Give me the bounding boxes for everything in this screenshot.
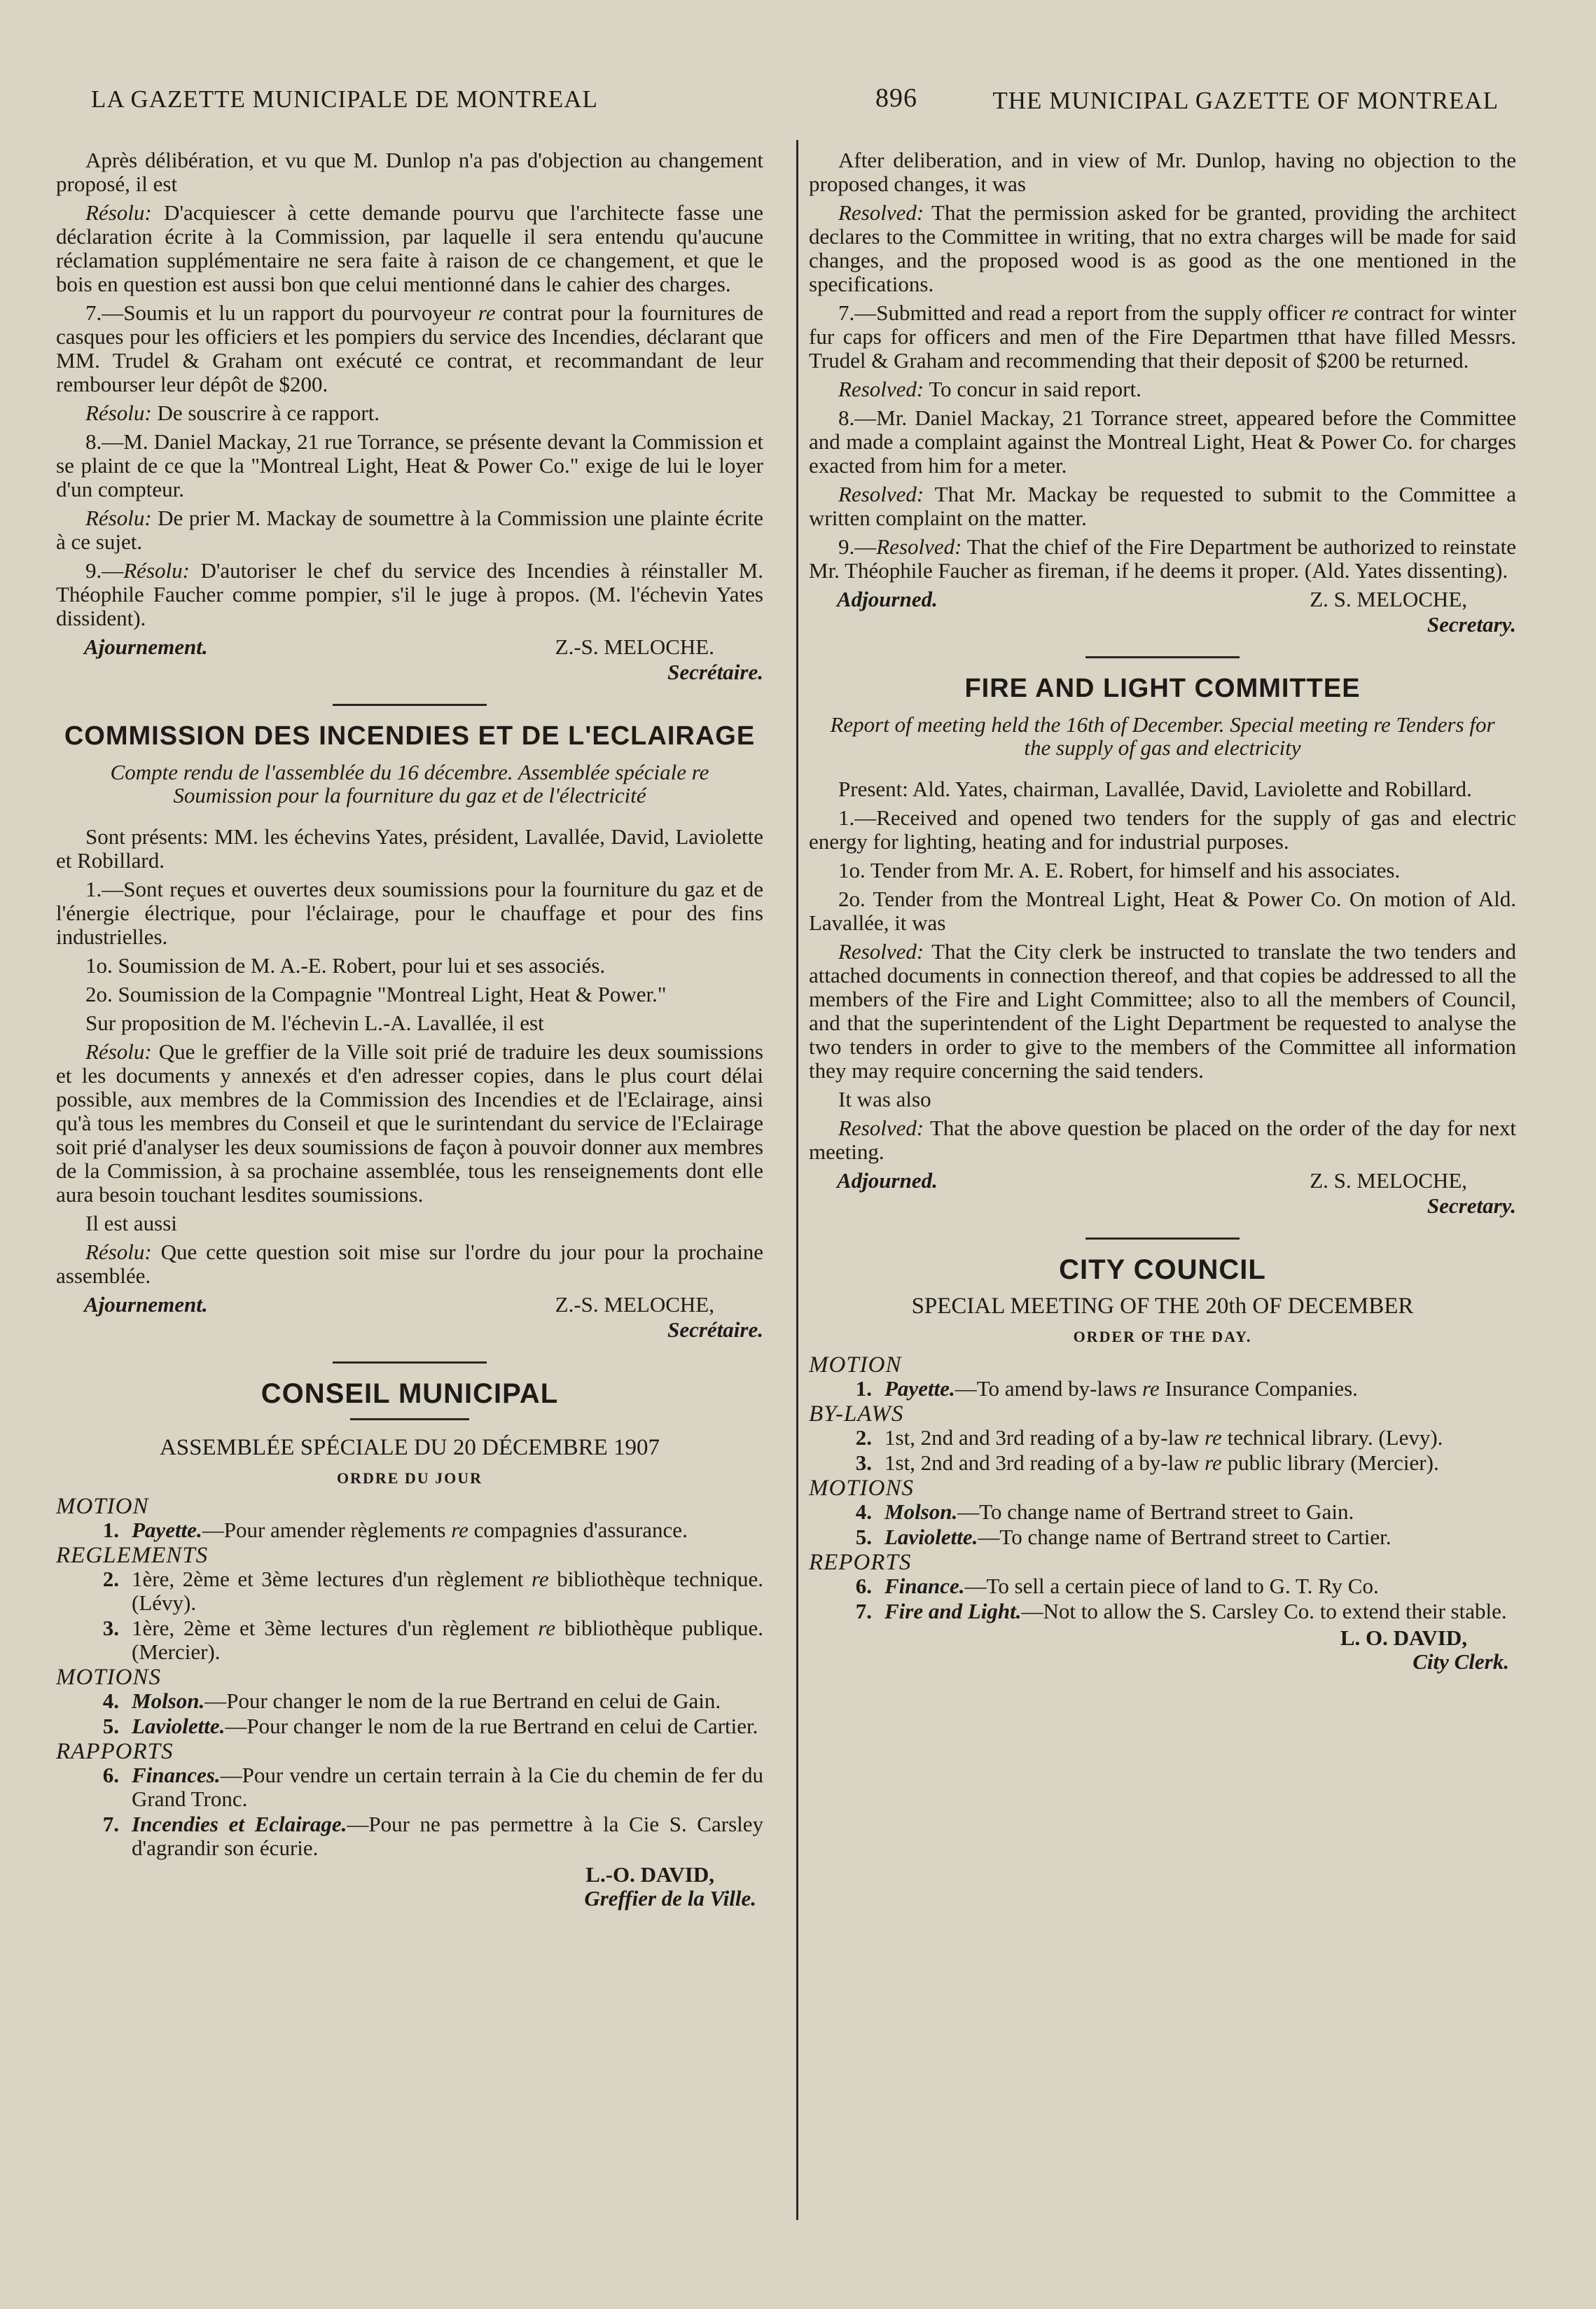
paragraph: After deliberation, and in view of Mr. Dunlop, having no objection to the proposed changes, it was [809, 148, 1516, 196]
re-word: re [1142, 1376, 1160, 1401]
secretary-title: Secretary. [1427, 612, 1516, 637]
paragraph-text: That the chief of the Fire Department be authorized to reinstate Mr. Théophile Faucher as fireman, if he deems it proper. (Ald. Yates dissenting). [809, 534, 1516, 583]
item-number: 5. [855, 1525, 872, 1549]
item-text-part: —Pour changer le nom de la rue Bertrand en celui de Gain. [204, 1689, 721, 1713]
paragraph-text: Que le greffier de la Ville soit prié de traduire les deux soumissions et les documents y annexés et d'en adresser copies, dans le plus court délai possible, aux membres de la Commission des Incendies et de l'Eclairage, ainsi qu'à tous les membres du Conseil et que le surintendant du service de l'Eclairage soit prié d'analyser les deux soumissions de façon à pouvoir donner aux membres de la Commission, à sa prochaine assemblée, tous les renseignements dont elle aura besoin touchant lesdites soumissions. [56, 1039, 763, 1207]
section-heading: FIRE AND LIGHT COMMITTEE [964, 674, 1361, 703]
column-divider [796, 140, 798, 2220]
paragraph: It was also [838, 1087, 931, 1111]
paragraph-text: D'acquiescer à cette demande pourvu que l'architecte fasse une déclaration écrite à la Commission, par laquelle il sera entendu qu'aucune réclamation supplémentaire ne sera faite à raison de ce changement, et que le bois en question est aussi bon que celui mentionné dans le cahier des charges. [56, 200, 763, 296]
re-word: re [1205, 1425, 1222, 1450]
paragraph: 1o. Tender from Mr. A. E. Robert, for himself and his associates. [838, 858, 1401, 882]
list-item [809, 1574, 1516, 1598]
secretary-name: Z. S. MELOCHE, [1310, 1168, 1467, 1193]
item-number: 2. [102, 1567, 119, 1591]
item-text-part: 1ère, 2ème et 3ème lectures d'un règlement [132, 1567, 532, 1591]
secretary-title: Secretary. [1427, 1193, 1516, 1218]
item-text-part: —Pour amender règlements [202, 1518, 452, 1542]
reports-label: RAPPORTS [56, 1739, 174, 1764]
item-text-part: 1st, 2nd and 3rd reading of a by-law [884, 1450, 1205, 1475]
heading-underline [350, 1418, 469, 1420]
resolution-label: Resolved: [838, 1116, 924, 1140]
paragraph [809, 940, 1516, 1083]
list-item [56, 1689, 763, 1713]
clerk-title: Greffier de la Ville. [584, 1886, 756, 1911]
secretary-name: Z. S. MELOCHE, [1310, 587, 1467, 611]
reports-label: REPORTS [809, 1550, 912, 1575]
item-number: 4. [855, 1499, 872, 1524]
list-item [56, 1518, 763, 1542]
clerk-name: L.-O. DAVID, [585, 1862, 714, 1887]
running-head [91, 78, 1499, 120]
resolution-label: Résolu: [85, 1039, 152, 1064]
section-rule [333, 704, 487, 706]
paragraph-text: That the permission asked for be granted, providing the architect declares to the Committee in writing, that no extra charges will be made for said changes, and the proposed wood is as good as the one mentioned in the specifications. [809, 200, 1516, 296]
paragraph [56, 1040, 763, 1207]
item-lead: Molson. [132, 1689, 205, 1713]
item-text-part: 1st, 2nd and 3rd reading of a by-law [884, 1425, 1205, 1450]
item-text-part: —To amend by-laws [955, 1376, 1143, 1401]
item-lead: Laviolette. [132, 1714, 225, 1738]
re-word: re [478, 300, 496, 325]
motions-label: MOTIONS [56, 1665, 162, 1690]
paragraph-text: That the City clerk be instructed to translate the two tenders and attached documents in connection thereof, and that copies be addressed to all the members of the Fire and Light Committee; also to all the members of Council, and that the superintendent of the Light Department be requested to analyse the two tenders in order to give to the members of the Committee all information they may require concerning the said tenders. [809, 939, 1516, 1083]
paragraph: 1.—Received and opened two tenders for the supply of gas and electric energy for lighting, heating and for industrial purposes. [809, 805, 1516, 854]
item-number: 5. [102, 1714, 119, 1738]
paragraph-text: That Mr. Mackay be requested to submit to the Committee a written complaint on the matter. [809, 482, 1516, 530]
list-item [56, 1567, 763, 1615]
section-heading: COMMISSION DES INCENDIES ET DE L'ECLAIRAGE [64, 721, 756, 751]
motion-label: MOTION [809, 1352, 902, 1378]
bylaws-label: BY-LAWS [809, 1401, 904, 1427]
item-text-part: —Pour changer le nom de la rue Bertrand en celui de Cartier. [225, 1714, 758, 1738]
paragraph [56, 1240, 763, 1288]
list-item [809, 1426, 1516, 1450]
item-number: 6. [102, 1763, 119, 1787]
paragraph-text: 9.— [838, 534, 877, 559]
assembly-title: ASSEMBLÉE SPÉCIALE DU 20 DÉCEMBRE 1907 [159, 1435, 660, 1460]
item-lead: Finances. [132, 1763, 221, 1787]
secretary-name: Z.-S. MELOCHE, [555, 1292, 714, 1317]
list-item [56, 1616, 763, 1664]
english-column [809, 148, 1516, 1674]
signature-row [56, 1293, 763, 1317]
item-text-part: compagnies d'assurance. [468, 1518, 688, 1542]
item-text [132, 1714, 763, 1738]
list-item [809, 1500, 1516, 1524]
paragraph: Sur proposition de M. l'échevin L.-A. Lavallée, il est [85, 1011, 544, 1035]
paragraph: 8.—M. Daniel Mackay, 21 rue Torrance, se présente devant la Commission et se plaint de ce que la "Montreal Light, Heat & Power Co." exige de lui le loyer d'un compteur. [56, 429, 763, 501]
section-rule [1085, 656, 1240, 658]
resolution-label: Resolved: [838, 482, 924, 506]
item-text-part: —Pour vendre un certain terrain à la Cie du chemin de fer du Grand Tronc. [132, 1763, 763, 1811]
item-number: 1. [855, 1376, 872, 1401]
paragraph-text: 7.—Submitted and read a report from the supply officer [838, 300, 1331, 325]
section-subheading: Report of meeting held the 16th of December. Special meeting re Tenders for the supply of gas and electricity [830, 712, 1495, 760]
resolution-label: Résolu: [85, 200, 152, 225]
item-text [884, 1525, 1516, 1549]
paragraph [809, 483, 1516, 530]
item-text [132, 1763, 763, 1811]
paragraph [56, 301, 763, 396]
re-word: re [1331, 300, 1349, 325]
item-text [884, 1426, 1516, 1450]
paragraph: 2o. Tender from the Montreal Light, Heat & Power Co. On motion of Ald. Lavallée, it was [809, 887, 1516, 935]
paragraph: 1.—Sont reçues et ouvertes deux soumissions pour la fourniture du gaz et de l'énergie électrique, pour l'éclairage, pour le chauffage et pour des fins industrielles. [56, 877, 763, 949]
item-number: 6. [855, 1574, 872, 1598]
section-rule [333, 1361, 487, 1364]
council-heading: CITY COUNCIL [1059, 1254, 1266, 1285]
item-number: 2. [855, 1425, 872, 1450]
signature-row [809, 588, 1516, 611]
resolution-label: Résolu: [85, 401, 152, 425]
item-lead: Finance. [884, 1574, 965, 1598]
secretary-title: Secrétaire. [667, 1317, 763, 1342]
item-text-part: —To change name of Bertrand street to Gain. [957, 1499, 1354, 1524]
paragraph [809, 535, 1516, 583]
adjournment-label: Ajournement. [84, 635, 208, 659]
item-lead: Fire and Light. [884, 1599, 1022, 1623]
item-lead: Molson. [884, 1499, 958, 1524]
adjournment-label: Adjourned. [837, 1168, 938, 1193]
item-number: 1. [102, 1518, 119, 1542]
re-word: re [451, 1518, 469, 1542]
item-number: 7. [102, 1812, 119, 1836]
adjournment-label: Ajournement. [84, 1292, 208, 1317]
resolution-label: Resolved: [838, 377, 924, 401]
council-heading: CONSEIL MUNICIPAL [261, 1378, 559, 1409]
paragraph-text: Que cette question soit mise sur l'ordre du jour pour la prochaine assemblée. [56, 1240, 763, 1288]
bylaws-label: REGLEMENTS [56, 1543, 209, 1568]
paragraph [809, 201, 1516, 296]
paragraph [809, 1116, 1516, 1164]
motions-label: MOTIONS [809, 1476, 915, 1501]
item-text [884, 1377, 1516, 1401]
item-text-part: —Not to allow the S. Carsley Co. to extend their stable. [1021, 1599, 1507, 1623]
item-text [132, 1616, 763, 1664]
clerk-title: City Clerk. [1413, 1649, 1509, 1674]
item-text-part: —Pour ne pas permettre à la Cie S. Carsley d'agrandir son écurie. [132, 1812, 764, 1860]
item-number: 4. [102, 1689, 119, 1713]
item-lead: Incendies et Eclairage. [132, 1812, 347, 1836]
adjournment-label: Adjourned. [837, 587, 938, 611]
paragraph: Present: Ald. Yates, chairman, Lavallée, David, Laviolette and Robillard. [838, 777, 1472, 801]
re-word: re [538, 1616, 556, 1640]
re-word: re [1205, 1450, 1222, 1475]
paragraph: 1o. Soumission de M. A.-E. Robert, pour lui et ses associés. [85, 953, 606, 978]
item-text-part: bibliothèque technique. (Lévy). [132, 1567, 763, 1615]
item-text [884, 1574, 1516, 1598]
item-text-part: Insurance Companies. [1159, 1376, 1358, 1401]
paragraph-text: contrat pour la fournitures de casques pour les officiers et les pompiers du service des Incendies, déclarant que MM. Trudel & Graham ont exécuté ce contrat, et recommandant de leur rembourser leur dépôt de $200. [56, 300, 763, 396]
paragraph-text: 7.—Soumis et lu un rapport du pourvoyeur [85, 300, 478, 325]
page-number: 896 [875, 83, 917, 113]
signature-row [56, 635, 763, 659]
resolution-label: Résolu: [85, 1240, 152, 1264]
item-text-part: public library (Mercier). [1221, 1450, 1439, 1475]
item-number: 3. [855, 1450, 872, 1475]
re-word: re [531, 1567, 549, 1591]
resolution-label: Résolu: [123, 558, 190, 583]
resolution-label: Resolved: [838, 939, 924, 964]
item-text [884, 1600, 1516, 1623]
item-lead: Laviolette. [884, 1525, 978, 1549]
header-english-title: THE MUNICIPAL GAZETTE OF MONTREAL [992, 87, 1499, 114]
resolution-label: Résolu: [85, 506, 152, 530]
item-text [132, 1812, 763, 1860]
list-item [809, 1525, 1516, 1549]
secretary-title: Secrétaire. [667, 660, 763, 684]
paragraph-text: That the above question be placed on the order of the day for next meeting. [809, 1116, 1516, 1164]
resolution-label: Resolved: [876, 534, 962, 559]
paragraph [809, 301, 1516, 373]
assembly-title: SPECIAL MEETING OF THE 20th OF DECEMBER [911, 1294, 1414, 1319]
paragraph [56, 559, 763, 630]
list-item [56, 1714, 763, 1738]
list-item [809, 1451, 1516, 1475]
item-text-part: bibliothèque publique. (Mercier). [132, 1616, 763, 1664]
resolution-label: Resolved: [838, 200, 924, 225]
paragraph: Sont présents: MM. les échevins Yates, président, Lavallée, David, Laviolette et Robillard. [56, 824, 763, 873]
paragraph: Après délibération, et vu que M. Dunlop n'a pas d'objection au changement proposé, il est [56, 148, 763, 196]
item-text [132, 1567, 763, 1615]
section-subheading: Compte rendu de l'assemblée du 16 décembre. Assemblée spéciale re Soumission pour la fourniture du gaz et de l'électricité [110, 760, 709, 807]
list-item [56, 1763, 763, 1811]
item-text-part: —To sell a certain piece of land to G. T. Ry Co. [964, 1574, 1379, 1598]
item-lead: Payette. [132, 1518, 202, 1542]
paragraph: 2o. Soumission de la Compagnie "Montreal Light, Heat & Power." [85, 982, 667, 1006]
item-text [132, 1518, 763, 1542]
item-text-part: technical library. (Levy). [1221, 1425, 1443, 1450]
paragraph-text: De prier M. Mackay de soumettre à la Commission une plainte écrite à ce sujet. [56, 506, 763, 554]
paragraph-text: De souscrire à ce rapport. [151, 401, 380, 425]
signature-row [809, 1169, 1516, 1193]
paragraph: Il est aussi [85, 1211, 177, 1235]
list-item [809, 1377, 1516, 1401]
paragraph [56, 201, 763, 296]
order-of-day: ORDRE DU JOUR [336, 1469, 483, 1487]
list-item [809, 1600, 1516, 1623]
header-french-title: LA GAZETTE MUNICIPALE DE MONTREAL [91, 85, 598, 113]
section-rule [1085, 1237, 1240, 1240]
item-lead: Payette. [884, 1376, 955, 1401]
item-text [884, 1451, 1516, 1475]
paragraph [56, 506, 763, 554]
paragraph-text: To concur in said report. [924, 377, 1142, 401]
french-column [56, 148, 763, 1911]
item-text-part: —To change name of Bertrand street to Cartier. [978, 1525, 1392, 1549]
clerk-name: L. O. DAVID, [1340, 1625, 1467, 1650]
order-of-day: ORDER OF THE DAY. [1073, 1328, 1252, 1345]
item-number: 7. [855, 1599, 872, 1623]
item-number: 3. [102, 1616, 119, 1640]
secretary-name: Z.-S. MELOCHE. [555, 635, 714, 659]
item-text-part: 1ère, 2ème et 3ème lectures d'un règlement [132, 1616, 539, 1640]
paragraph-text: contract for winter fur caps for officers and men of the Fire Departmen tthat have filled Messrs. Trudel & Graham and recommending that their deposit of $200 be returned. [809, 300, 1517, 373]
paragraph-text: 9.— [85, 558, 124, 583]
list-item [56, 1812, 763, 1860]
item-text [132, 1689, 763, 1713]
item-text [884, 1500, 1516, 1524]
paragraph [809, 377, 1516, 401]
paragraph-text: D'autoriser le chef du service des Incendies à réinstaller M. Théophile Faucher comme pompier, s'il le juge à propos. (M. l'échevin Yates dissident). [56, 558, 763, 630]
paragraph [56, 401, 763, 425]
motion-label: MOTION [56, 1494, 149, 1519]
paragraph: 8.—Mr. Daniel Mackay, 21 Torrance street, appeared before the Committee and made a complaint against the Montreal Light, Heat & Power Co. for charges exacted from him for a meter. [809, 405, 1516, 478]
